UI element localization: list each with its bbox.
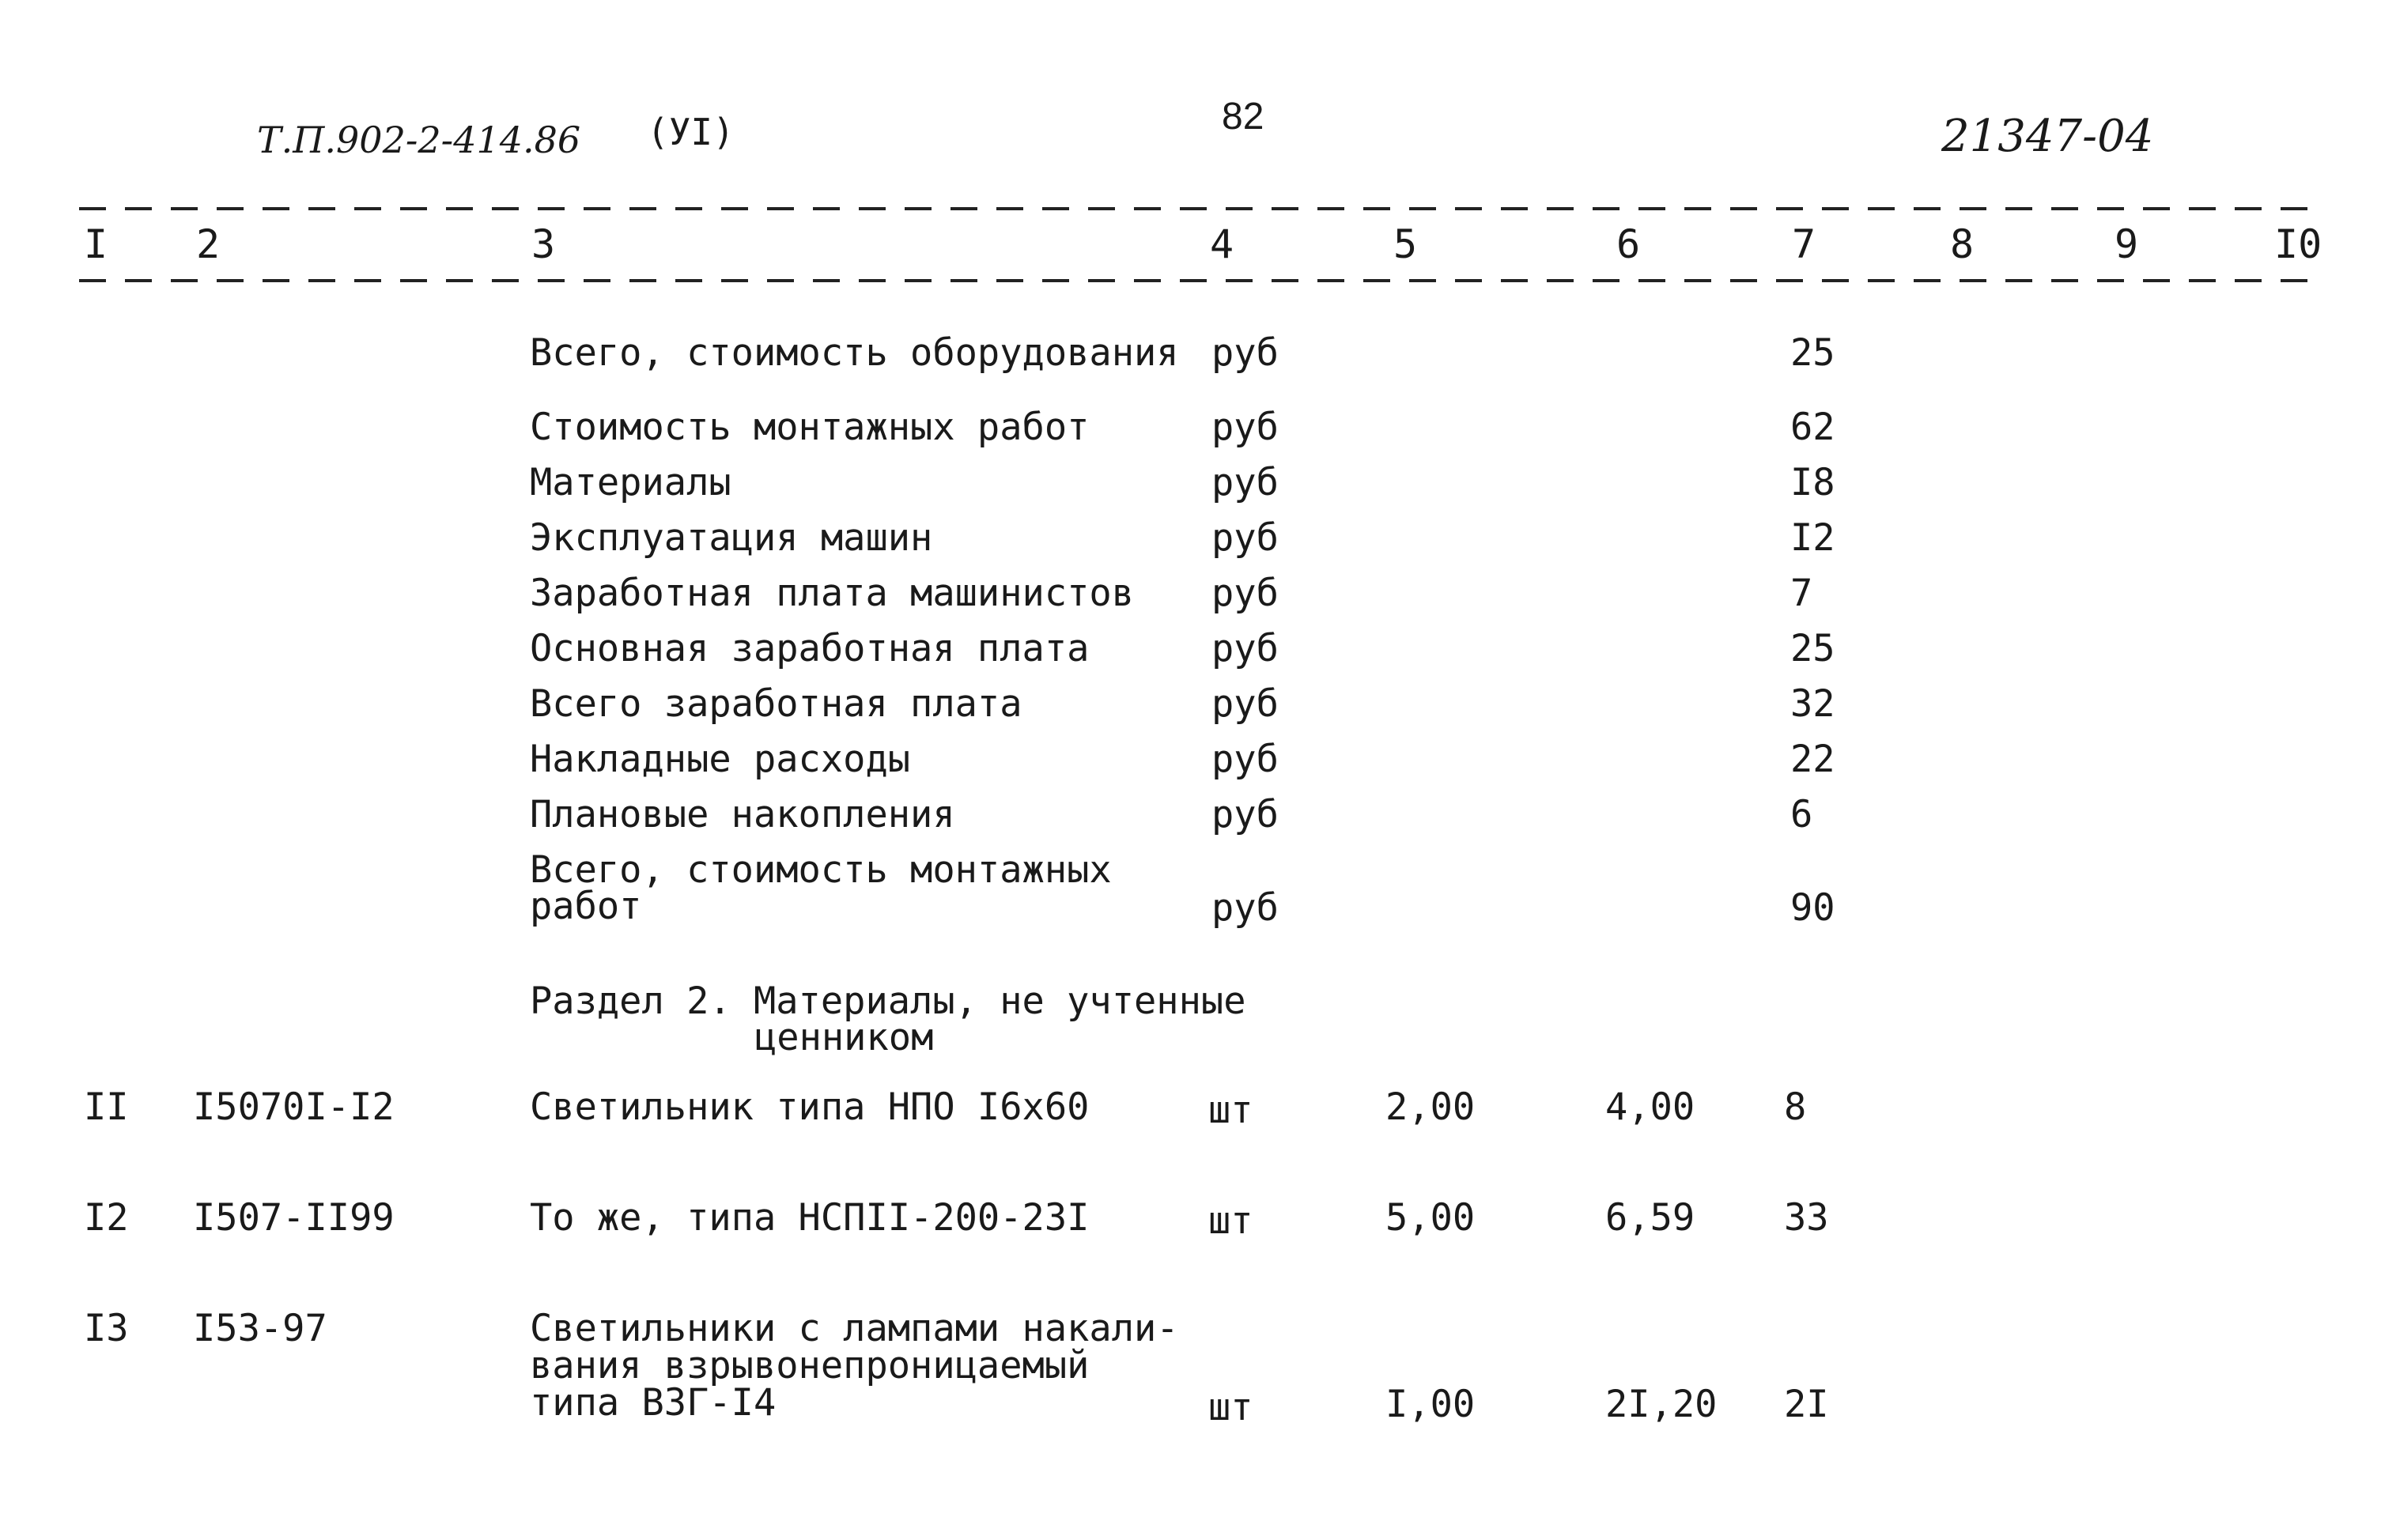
item-name-continued: типа ВЗГ-I4: [530, 1381, 777, 1425]
summary-row-unit: руб: [1211, 682, 1279, 726]
item-name: То же, типа НСПII-200-23I: [530, 1196, 1090, 1240]
column-header-3: 3: [531, 221, 556, 267]
item-number: I3: [84, 1307, 129, 1350]
item-code: I507-II99: [193, 1196, 395, 1240]
column-header-4: 4: [1210, 221, 1234, 267]
column-header-5: 5: [1393, 221, 1418, 267]
summary-row-total: 32: [1790, 682, 1835, 726]
item-quantity: 5,00: [1385, 1196, 1476, 1240]
summary-row-name: Основная заработная плата: [530, 627, 1090, 670]
item-code: I5070I-I2: [193, 1085, 395, 1129]
item-name-continued: вания взрывонепроницаемый: [530, 1344, 1090, 1387]
column-header-1: I: [84, 221, 108, 267]
summary-row-name-continued: работ: [530, 885, 642, 928]
column-header-9: 9: [2115, 221, 2139, 267]
summary-row-total: 25: [1790, 627, 1835, 670]
summary-row-unit: руб: [1211, 572, 1279, 615]
summary-row-name: Плановые накопления: [530, 793, 955, 836]
item-unit: шт: [1208, 1089, 1253, 1132]
summary-row-name: Всего, стоимость монтажных: [530, 848, 1112, 892]
item-number: I2: [84, 1196, 129, 1240]
header-top-rule: [79, 207, 2317, 210]
archive-number: 21347-04: [1941, 111, 2154, 162]
item-name: Светильник типа НПО I6х60: [530, 1085, 1090, 1129]
summary-row-total: I2: [1790, 516, 1835, 560]
summary-row-total: 90: [1790, 886, 1835, 930]
column-header-10: I0: [2274, 221, 2322, 267]
column-header-8: 8: [1950, 221, 1975, 267]
summary-row-total: 25: [1790, 331, 1835, 375]
summary-row-total: 6: [1790, 793, 1813, 836]
summary-row-unit: руб: [1211, 516, 1279, 560]
summary-row-name: Стоимость монтажных работ: [530, 406, 1090, 449]
section-title: Раздел 2. Материалы, не учтенные: [530, 979, 1246, 1023]
item-unit: шт: [1208, 1199, 1253, 1243]
summary-row-name: Материалы: [530, 461, 731, 504]
summary-row-name: Заработная плата машинистов: [530, 572, 1135, 615]
summary-row-name: Всего, стоимость оборудования: [530, 331, 1179, 375]
summary-row-total: 62: [1790, 406, 1835, 449]
summary-row-name: Всего заработная плата: [530, 682, 1022, 726]
item-number: II: [84, 1085, 129, 1129]
item-total: 8: [1784, 1085, 1807, 1129]
item-total: 33: [1784, 1196, 1829, 1240]
summary-row-total: 22: [1790, 738, 1835, 781]
item-quantity: 2,00: [1385, 1085, 1476, 1129]
column-header-2: 2: [196, 221, 221, 267]
item-unit: шт: [1208, 1386, 1253, 1429]
summary-row-total: I8: [1790, 461, 1835, 504]
summary-row-unit: руб: [1211, 331, 1279, 375]
summary-row-unit: руб: [1211, 886, 1279, 930]
item-price: 2I,20: [1605, 1383, 1718, 1426]
summary-row-total: 7: [1790, 572, 1813, 615]
summary-row-unit: руб: [1211, 793, 1279, 836]
column-header-6: 6: [1616, 221, 1641, 267]
item-price: 6,59: [1605, 1196, 1695, 1240]
item-total: 2I: [1784, 1383, 1829, 1426]
summary-row-unit: руб: [1211, 738, 1279, 781]
section-title-continued: ценником: [754, 1016, 934, 1059]
item-code: I53-97: [193, 1307, 327, 1350]
item-name: Светильники с лампами накали-: [530, 1307, 1179, 1350]
summary-row-unit: руб: [1211, 461, 1279, 504]
item-quantity: I,00: [1385, 1383, 1476, 1426]
volume-label: (УI): [647, 111, 735, 153]
page-number: 82: [1222, 96, 1264, 138]
column-header-7: 7: [1792, 221, 1816, 267]
summary-row-unit: руб: [1211, 627, 1279, 670]
summary-row-name: Накладные расходы: [530, 738, 911, 781]
header-bottom-rule: [79, 279, 2317, 282]
summary-row-name: Эксплуатация машин: [530, 516, 933, 560]
item-price: 4,00: [1605, 1085, 1695, 1129]
summary-row-unit: руб: [1211, 406, 1279, 449]
document-code: Т.П.902-2-414.86: [257, 119, 581, 161]
